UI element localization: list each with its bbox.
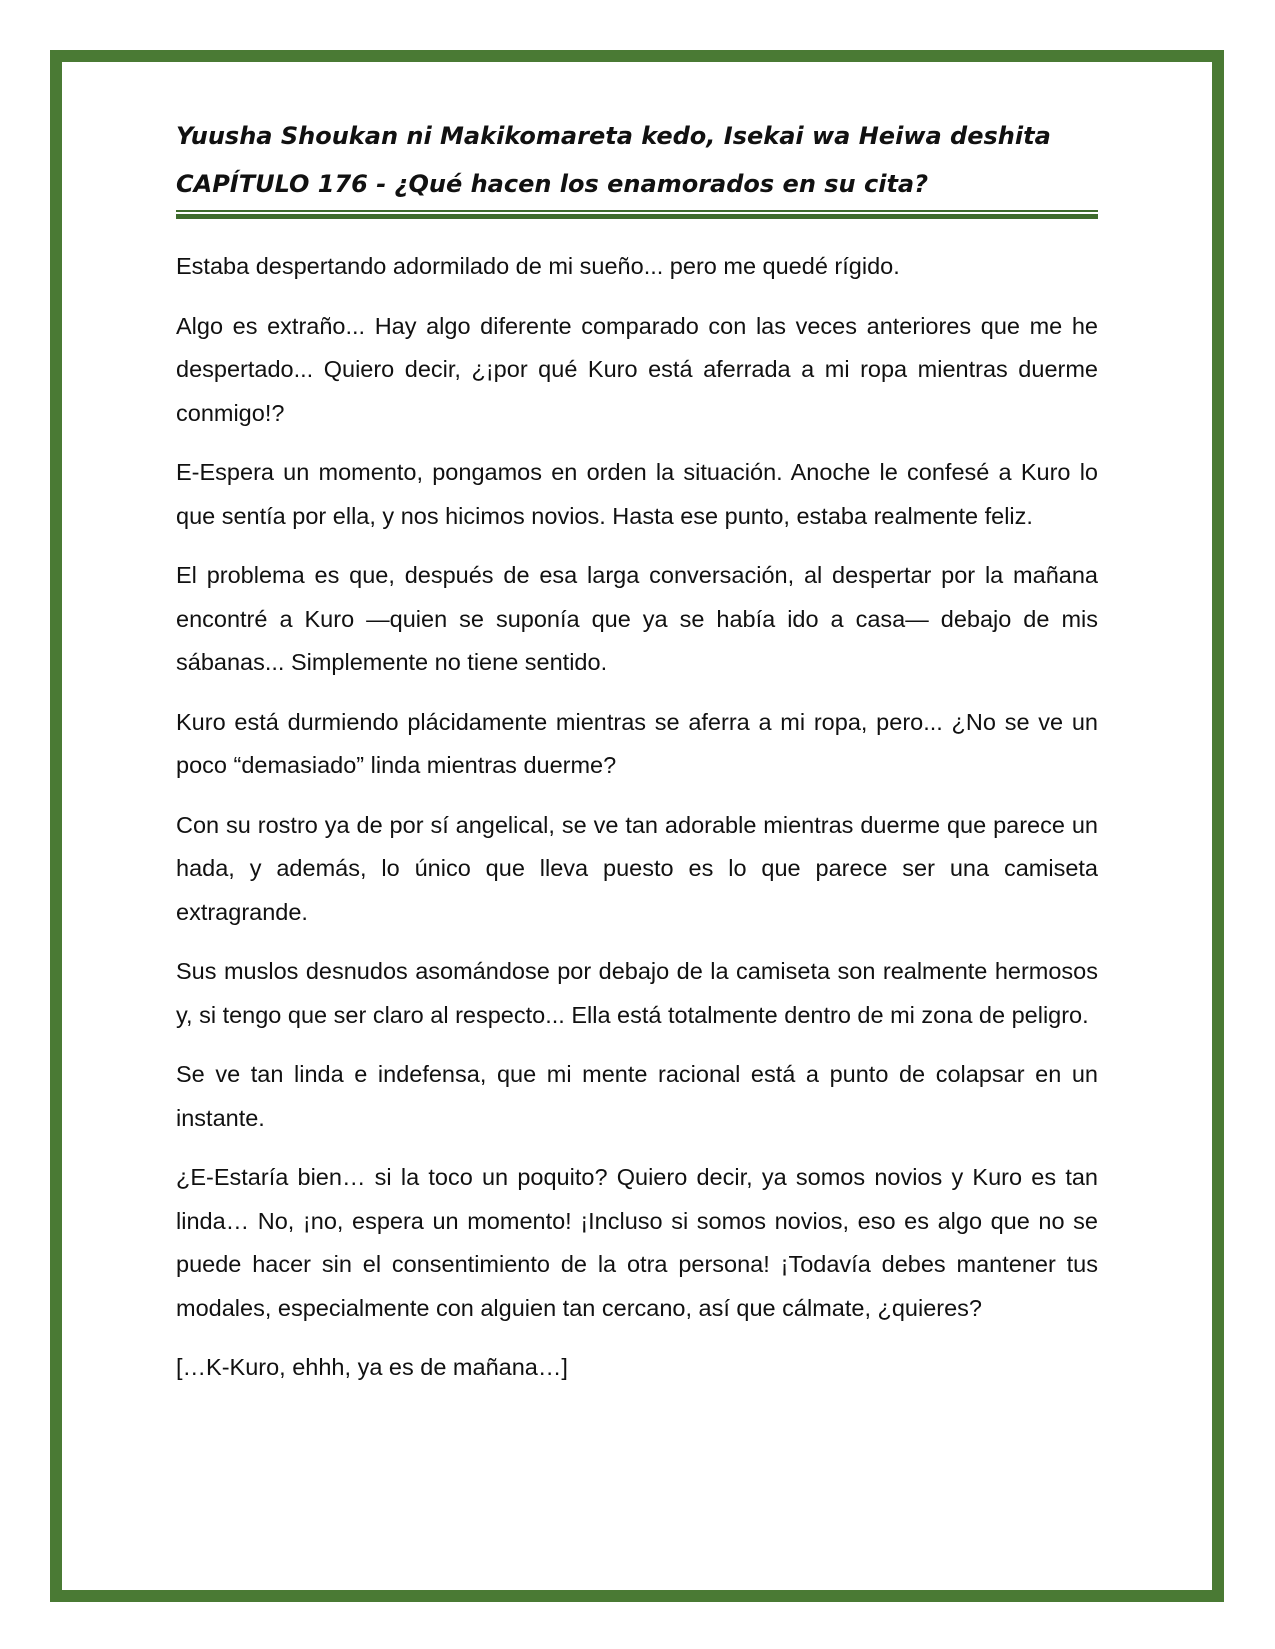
paragraph: Kuro está durmiendo plácidamente mientras se aferra a mi ropa, pero... ¿No se ve un poco “demasiado” linda mientras duerme? [176, 708, 1098, 778]
document-content [176, 112, 1098, 1406]
paragraph: Algo es extraño... Hay algo diferente comparado con las veces anteriores que me he despertado... Quiero decir, ¿¡por qué Kuro está aferrada a mi ropa mientras duerme conmigo!? [176, 312, 1098, 426]
paragraph: Con su rostro ya de por sí angelical, se ve tan adorable mientras duerme que parece un hada, y además, lo único que lleva puesto es lo que parece ser una camiseta extragrande. [176, 811, 1098, 925]
title-divider [176, 210, 1098, 219]
paragraph: ¿E-Estaría bien… si la toco un poquito? Quiero decir, ya somos novios y Kuro es tan linda… No, ¡no, espera un momento! ¡Incluso si somos novios, eso es algo que no se puede hacer sin el consentimiento de la otra persona! ¡Todavía debes mantener tus modales, especialmente con alguien tan cercano, así que cálmate, ¿quieres? [176, 1164, 1098, 1321]
chapter-body [176, 245, 1098, 1390]
paragraph: E-Espera un momento, pongamos en orden la situación. Anoche le confesé a Kuro lo que sentía por ella, y nos hicimos novios. Hasta ese punto, estaba realmente feliz. [176, 459, 1098, 529]
paragraph: […K-Kuro, ehhh, ya es de mañana…] [176, 1354, 568, 1380]
paragraph: Estaba despertando adormilado de mi sueño... pero me quedé rígido. [176, 253, 900, 279]
paragraph: Sus muslos desnudos asomándose por debajo de la camiseta son realmente hermosos y, si tengo que ser claro al respecto... Ella está totalmente dentro de mi zona de peligro. [176, 958, 1098, 1028]
series-title: Yuusha Shoukan ni Makikomareta kedo, Isekai wa Heiwa deshita [176, 122, 1051, 150]
paragraph: El problema es que, después de esa larga conversación, al despertar por la mañana encontré a Kuro —quien se suponía que ya se había ido a casa— debajo de mis sábanas... Simplemente no tiene sentido. [176, 562, 1098, 675]
paragraph: Se ve tan linda e indefensa, que mi mente racional está a punto de colapsar en un instante. [176, 1061, 1098, 1131]
chapter-title: CAPÍTULO 176 - ¿Qué hacen los enamorados en su cita? [176, 170, 929, 198]
